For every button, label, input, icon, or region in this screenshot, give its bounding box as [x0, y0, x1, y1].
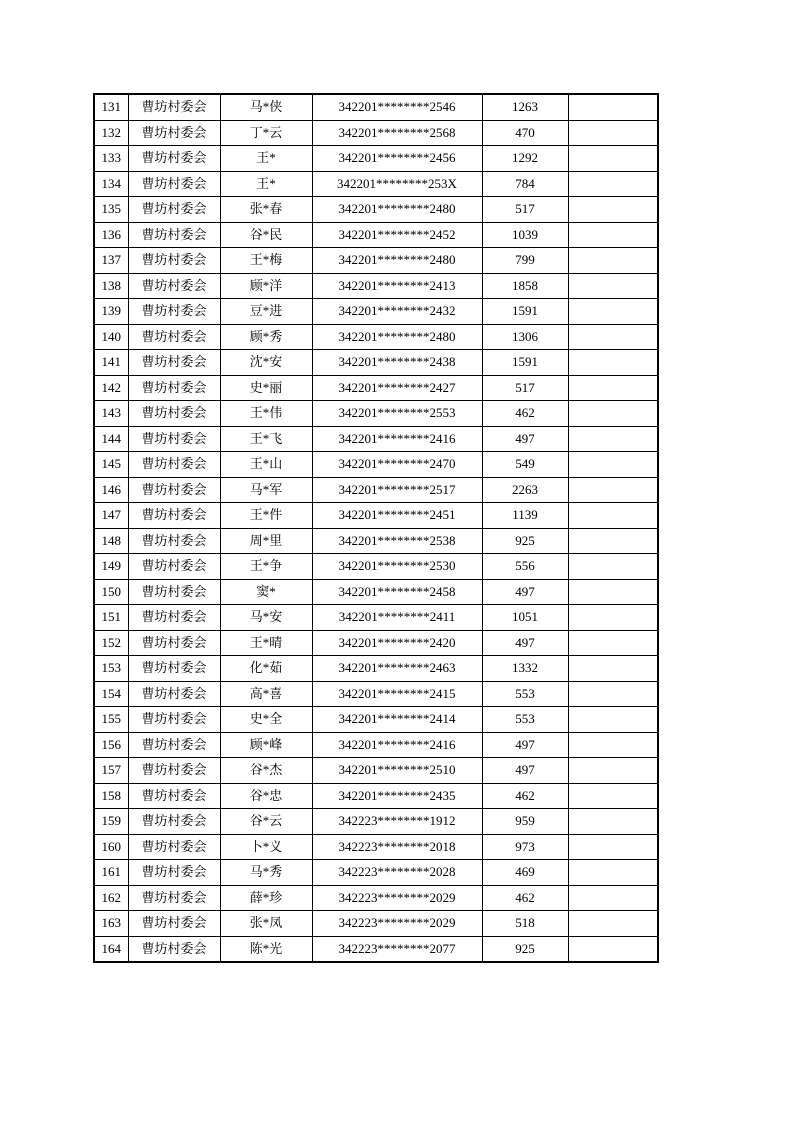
remark-cell: [568, 860, 658, 886]
organization-cell: 曹坊村委会: [128, 605, 220, 631]
organization-cell: 曹坊村委会: [128, 834, 220, 860]
name-cell: 丁*云: [220, 120, 312, 146]
table-row: [94, 503, 658, 529]
name-cell: 张*春: [220, 197, 312, 223]
remark-cell: [568, 732, 658, 758]
name-cell: 王*梅: [220, 248, 312, 274]
organization-cell: 曹坊村委会: [128, 860, 220, 886]
row-number-cell: 143: [94, 401, 128, 427]
remark-cell: [568, 758, 658, 784]
id-number-cell: 342223********2018: [312, 834, 482, 860]
id-number-cell: 342201********2463: [312, 656, 482, 682]
remark-cell: [568, 324, 658, 350]
row-number-cell: 131: [94, 94, 128, 120]
remark-cell: [568, 528, 658, 554]
name-cell: 卜*义: [220, 834, 312, 860]
row-number-cell: 141: [94, 350, 128, 376]
amount-cell: 925: [482, 528, 568, 554]
id-number-cell: 342201********2568: [312, 120, 482, 146]
row-number-cell: 158: [94, 783, 128, 809]
row-number-cell: 161: [94, 860, 128, 886]
table-row: [94, 477, 658, 503]
amount-cell: 470: [482, 120, 568, 146]
row-number-cell: 151: [94, 605, 128, 631]
name-cell: 豆*进: [220, 299, 312, 325]
table-body: [94, 94, 658, 962]
amount-cell: 1591: [482, 350, 568, 376]
remark-cell: [568, 171, 658, 197]
table-row: [94, 681, 658, 707]
amount-cell: 556: [482, 554, 568, 580]
table-row: [94, 171, 658, 197]
id-number-cell: 342201********2415: [312, 681, 482, 707]
id-number-cell: 342201********2452: [312, 222, 482, 248]
table-row: [94, 834, 658, 860]
table-row: [94, 656, 658, 682]
row-number-cell: 137: [94, 248, 128, 274]
id-number-cell: 342201********2411: [312, 605, 482, 631]
id-number-cell: 342201********2416: [312, 732, 482, 758]
remark-cell: [568, 401, 658, 427]
organization-cell: 曹坊村委会: [128, 809, 220, 835]
amount-cell: 469: [482, 860, 568, 886]
remark-cell: [568, 834, 658, 860]
table-row: [94, 120, 658, 146]
name-cell: 王*晴: [220, 630, 312, 656]
amount-cell: 959: [482, 809, 568, 835]
row-number-cell: 142: [94, 375, 128, 401]
id-number-cell: 342201********2553: [312, 401, 482, 427]
amount-cell: 1263: [482, 94, 568, 120]
organization-cell: 曹坊村委会: [128, 656, 220, 682]
name-cell: 谷*杰: [220, 758, 312, 784]
amount-cell: 2263: [482, 477, 568, 503]
organization-cell: 曹坊村委会: [128, 426, 220, 452]
name-cell: 王*件: [220, 503, 312, 529]
amount-cell: 497: [482, 579, 568, 605]
name-cell: 王*飞: [220, 426, 312, 452]
organization-cell: 曹坊村委会: [128, 936, 220, 962]
row-number-cell: 140: [94, 324, 128, 350]
remark-cell: [568, 197, 658, 223]
amount-cell: 497: [482, 426, 568, 452]
amount-cell: 1858: [482, 273, 568, 299]
table-row: [94, 809, 658, 835]
row-number-cell: 144: [94, 426, 128, 452]
organization-cell: 曹坊村委会: [128, 452, 220, 478]
organization-cell: 曹坊村委会: [128, 273, 220, 299]
table-row: [94, 783, 658, 809]
row-number-cell: 155: [94, 707, 128, 733]
name-cell: 马*秀: [220, 860, 312, 886]
name-cell: 化*茹: [220, 656, 312, 682]
remark-cell: [568, 885, 658, 911]
table-row: [94, 299, 658, 325]
row-number-cell: 136: [94, 222, 128, 248]
id-number-cell: 342201********2546: [312, 94, 482, 120]
table-row: [94, 452, 658, 478]
row-number-cell: 156: [94, 732, 128, 758]
id-number-cell: 342223********2029: [312, 885, 482, 911]
id-number-cell: 342201********2480: [312, 197, 482, 223]
row-number-cell: 163: [94, 911, 128, 937]
organization-cell: 曹坊村委会: [128, 197, 220, 223]
id-number-cell: 342201********2432: [312, 299, 482, 325]
remark-cell: [568, 222, 658, 248]
name-cell: 沈*安: [220, 350, 312, 376]
amount-cell: 462: [482, 783, 568, 809]
id-number-cell: 342201********2510: [312, 758, 482, 784]
name-cell: 谷*云: [220, 809, 312, 835]
amount-cell: 462: [482, 885, 568, 911]
name-cell: 高*喜: [220, 681, 312, 707]
amount-cell: 549: [482, 452, 568, 478]
id-number-cell: 342223********1912: [312, 809, 482, 835]
row-number-cell: 135: [94, 197, 128, 223]
id-number-cell: 342223********2028: [312, 860, 482, 886]
name-cell: 陈*光: [220, 936, 312, 962]
row-number-cell: 147: [94, 503, 128, 529]
table-row: [94, 222, 658, 248]
remark-cell: [568, 605, 658, 631]
organization-cell: 曹坊村委会: [128, 503, 220, 529]
remark-cell: [568, 503, 658, 529]
name-cell: 马*安: [220, 605, 312, 631]
remark-cell: [568, 299, 658, 325]
amount-cell: 518: [482, 911, 568, 937]
id-number-cell: 342201********2435: [312, 783, 482, 809]
organization-cell: 曹坊村委会: [128, 120, 220, 146]
remark-cell: [568, 94, 658, 120]
remark-cell: [568, 936, 658, 962]
name-cell: 窦*: [220, 579, 312, 605]
id-number-cell: 342201********2517: [312, 477, 482, 503]
id-number-cell: 342201********2456: [312, 146, 482, 172]
organization-cell: 曹坊村委会: [128, 528, 220, 554]
row-number-cell: 133: [94, 146, 128, 172]
remark-cell: [568, 146, 658, 172]
organization-cell: 曹坊村委会: [128, 146, 220, 172]
name-cell: 顾*峰: [220, 732, 312, 758]
organization-cell: 曹坊村委会: [128, 681, 220, 707]
remark-cell: [568, 809, 658, 835]
table-row: [94, 324, 658, 350]
organization-cell: 曹坊村委会: [128, 401, 220, 427]
organization-cell: 曹坊村委会: [128, 299, 220, 325]
row-number-cell: 164: [94, 936, 128, 962]
table-row: [94, 732, 658, 758]
id-number-cell: 342201********2427: [312, 375, 482, 401]
amount-cell: 784: [482, 171, 568, 197]
organization-cell: 曹坊村委会: [128, 248, 220, 274]
id-number-cell: 342201********2480: [312, 324, 482, 350]
id-number-cell: 342201********2458: [312, 579, 482, 605]
id-number-cell: 342201********2416: [312, 426, 482, 452]
remark-cell: [568, 477, 658, 503]
organization-cell: 曹坊村委会: [128, 732, 220, 758]
organization-cell: 曹坊村委会: [128, 171, 220, 197]
organization-cell: 曹坊村委会: [128, 222, 220, 248]
organization-cell: 曹坊村委会: [128, 630, 220, 656]
amount-cell: 1591: [482, 299, 568, 325]
remark-cell: [568, 350, 658, 376]
id-number-cell: 342201********2451: [312, 503, 482, 529]
table-row: [94, 197, 658, 223]
remark-cell: [568, 656, 658, 682]
organization-cell: 曹坊村委会: [128, 579, 220, 605]
table-row: [94, 146, 658, 172]
amount-cell: 799: [482, 248, 568, 274]
name-cell: 史*全: [220, 707, 312, 733]
remark-cell: [568, 911, 658, 937]
table-row: [94, 401, 658, 427]
amount-cell: 1306: [482, 324, 568, 350]
organization-cell: 曹坊村委会: [128, 375, 220, 401]
row-number-cell: 153: [94, 656, 128, 682]
name-cell: 史*丽: [220, 375, 312, 401]
id-number-cell: 342201********2420: [312, 630, 482, 656]
remark-cell: [568, 273, 658, 299]
amount-cell: 1039: [482, 222, 568, 248]
name-cell: 马*侠: [220, 94, 312, 120]
remark-cell: [568, 630, 658, 656]
id-number-cell: 342223********2029: [312, 911, 482, 937]
remark-cell: [568, 579, 658, 605]
id-number-cell: 342223********2077: [312, 936, 482, 962]
name-cell: 顾*洋: [220, 273, 312, 299]
organization-cell: 曹坊村委会: [128, 911, 220, 937]
id-number-cell: 342201********2438: [312, 350, 482, 376]
name-cell: 薛*珍: [220, 885, 312, 911]
row-number-cell: 145: [94, 452, 128, 478]
remark-cell: [568, 783, 658, 809]
table-row: [94, 605, 658, 631]
table-row: [94, 860, 658, 886]
organization-cell: 曹坊村委会: [128, 758, 220, 784]
amount-cell: 497: [482, 732, 568, 758]
name-cell: 王*争: [220, 554, 312, 580]
amount-cell: 497: [482, 758, 568, 784]
row-number-cell: 138: [94, 273, 128, 299]
name-cell: 谷*忠: [220, 783, 312, 809]
organization-cell: 曹坊村委会: [128, 477, 220, 503]
table-row: [94, 630, 658, 656]
amount-cell: 1139: [482, 503, 568, 529]
amount-cell: 1051: [482, 605, 568, 631]
id-number-cell: 342201********2480: [312, 248, 482, 274]
organization-cell: 曹坊村委会: [128, 94, 220, 120]
name-cell: 张*凤: [220, 911, 312, 937]
table-row: [94, 94, 658, 120]
row-number-cell: 159: [94, 809, 128, 835]
table-row: [94, 554, 658, 580]
row-number-cell: 149: [94, 554, 128, 580]
row-number-cell: 154: [94, 681, 128, 707]
table-row: [94, 375, 658, 401]
row-number-cell: 146: [94, 477, 128, 503]
amount-cell: 553: [482, 707, 568, 733]
id-number-cell: 342201********2530: [312, 554, 482, 580]
name-cell: 马*军: [220, 477, 312, 503]
remark-cell: [568, 248, 658, 274]
remark-cell: [568, 120, 658, 146]
name-cell: 顾*秀: [220, 324, 312, 350]
remark-cell: [568, 375, 658, 401]
amount-cell: 553: [482, 681, 568, 707]
id-number-cell: 342201********253X: [312, 171, 482, 197]
row-number-cell: 150: [94, 579, 128, 605]
table-row: [94, 707, 658, 733]
row-number-cell: 139: [94, 299, 128, 325]
organization-cell: 曹坊村委会: [128, 350, 220, 376]
table-row: [94, 579, 658, 605]
amount-cell: 973: [482, 834, 568, 860]
table-row: [94, 248, 658, 274]
name-cell: 周*里: [220, 528, 312, 554]
table-row: [94, 528, 658, 554]
amount-cell: 1292: [482, 146, 568, 172]
row-number-cell: 162: [94, 885, 128, 911]
row-number-cell: 160: [94, 834, 128, 860]
amount-cell: 1332: [482, 656, 568, 682]
organization-cell: 曹坊村委会: [128, 783, 220, 809]
row-number-cell: 132: [94, 120, 128, 146]
table-row: [94, 273, 658, 299]
organization-cell: 曹坊村委会: [128, 324, 220, 350]
row-number-cell: 157: [94, 758, 128, 784]
name-cell: 王*: [220, 171, 312, 197]
table-row: [94, 426, 658, 452]
table-row: [94, 350, 658, 376]
row-number-cell: 134: [94, 171, 128, 197]
table-row: [94, 936, 658, 962]
beneficiary-table: [93, 93, 659, 963]
table-row: [94, 758, 658, 784]
remark-cell: [568, 554, 658, 580]
name-cell: 王*: [220, 146, 312, 172]
remark-cell: [568, 426, 658, 452]
remark-cell: [568, 681, 658, 707]
table-row: [94, 911, 658, 937]
name-cell: 谷*民: [220, 222, 312, 248]
name-cell: 王*山: [220, 452, 312, 478]
amount-cell: 497: [482, 630, 568, 656]
organization-cell: 曹坊村委会: [128, 554, 220, 580]
table-row: [94, 885, 658, 911]
amount-cell: 517: [482, 197, 568, 223]
row-number-cell: 148: [94, 528, 128, 554]
id-number-cell: 342201********2470: [312, 452, 482, 478]
id-number-cell: 342201********2538: [312, 528, 482, 554]
amount-cell: 462: [482, 401, 568, 427]
name-cell: 王*伟: [220, 401, 312, 427]
id-number-cell: 342201********2413: [312, 273, 482, 299]
organization-cell: 曹坊村委会: [128, 885, 220, 911]
amount-cell: 925: [482, 936, 568, 962]
remark-cell: [568, 452, 658, 478]
remark-cell: [568, 707, 658, 733]
id-number-cell: 342201********2414: [312, 707, 482, 733]
row-number-cell: 152: [94, 630, 128, 656]
organization-cell: 曹坊村委会: [128, 707, 220, 733]
amount-cell: 517: [482, 375, 568, 401]
